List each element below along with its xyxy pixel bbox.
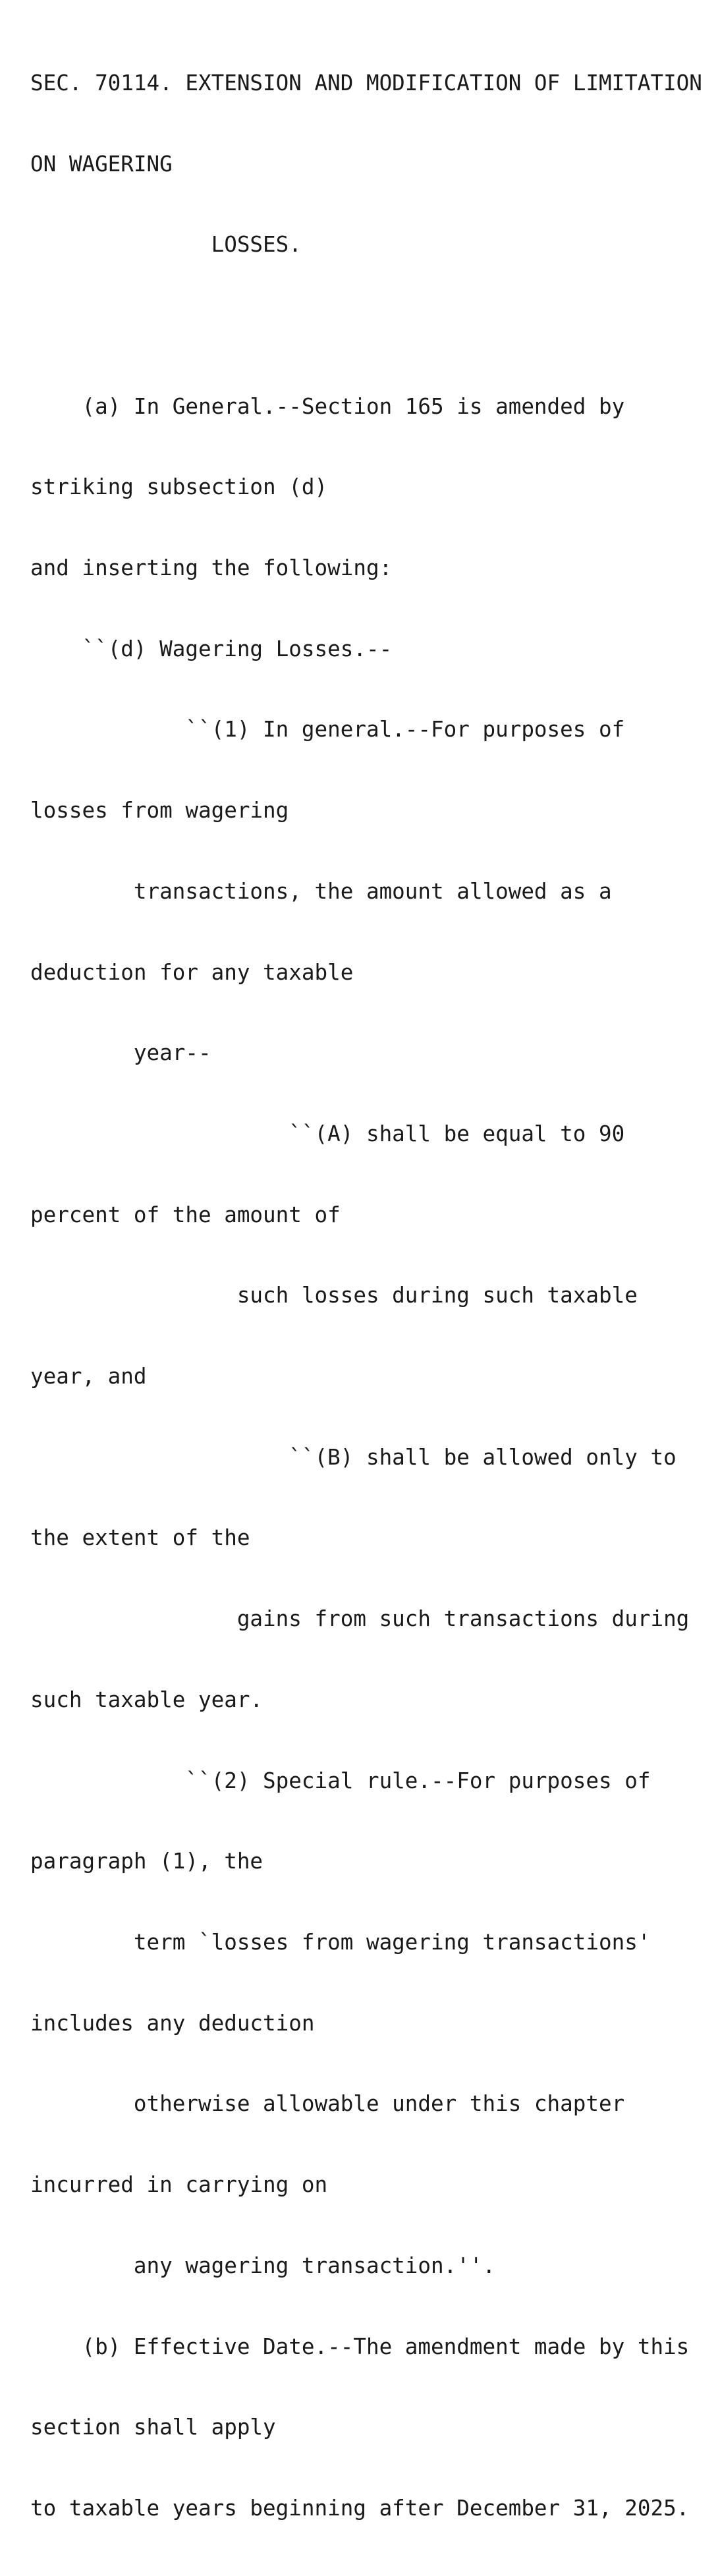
section-heading-line: LOSSES. <box>30 232 302 258</box>
paragraph-2-line: ``(2) Special rule.--For purposes of <box>30 1768 651 1793</box>
subsection-b-line: (b) Effective Date.--The amendment made by this <box>30 2334 690 2359</box>
subsection-a-line: (a) In General.--Section 165 is amended by <box>30 393 625 419</box>
paragraph-2-line: term `losses from wagering transactions' <box>30 1929 651 1955</box>
paragraph-1-line: year-- <box>30 1040 211 1066</box>
section-heading-line: ON WAGERING <box>30 151 173 177</box>
clause-a-line: percent of the amount of <box>30 1202 341 1227</box>
subsection-d-heading-line: ``(d) Wagering Losses.-- <box>30 636 393 661</box>
section-heading-line: SEC. 70114. EXTENSION AND MODIFICATION OF LIMITATION <box>30 70 702 96</box>
clause-a-line: ``(A) shall be equal to 90 <box>30 1121 625 1146</box>
paragraph-1-line: ``(1) In general.--For purposes of <box>30 717 625 742</box>
subsection-a-line: and inserting the following: <box>30 555 393 581</box>
paragraph-1-line: deduction for any taxable <box>30 959 354 985</box>
subsection-a-line: striking subsection (d) <box>30 474 328 500</box>
paragraph-2-line: paragraph (1), the <box>30 1849 263 1874</box>
clause-b-line: gains from such transactions during <box>30 1606 690 1632</box>
clause-a-line: such losses during such taxable <box>30 1283 638 1308</box>
clause-b-line: the extent of the <box>30 1525 250 1551</box>
clause-b-line: ``(B) shall be allowed only to <box>30 1444 677 1470</box>
paragraph-1-line: transactions, the amount allowed as a <box>30 878 612 904</box>
clause-b-line: such taxable year. <box>30 1687 263 1712</box>
paragraph-1-line: losses from wagering <box>30 798 289 824</box>
subsection-b-line: section shall apply <box>30 2415 276 2440</box>
clause-a-line: year, and <box>30 1364 147 1389</box>
paragraph-2-line: incurred in carrying on <box>30 2172 328 2198</box>
paragraph-2-line: otherwise allowable under this chapter <box>30 2091 625 2117</box>
paragraph-2-line: any wagering transaction.''. <box>30 2253 496 2278</box>
bill-section-text <box>30 16 702 2576</box>
paragraph-2-line: includes any deduction <box>30 2010 315 2036</box>
subsection-b-line: to taxable years beginning after December 31, 2025. <box>30 2495 690 2521</box>
blank-line <box>30 312 702 339</box>
